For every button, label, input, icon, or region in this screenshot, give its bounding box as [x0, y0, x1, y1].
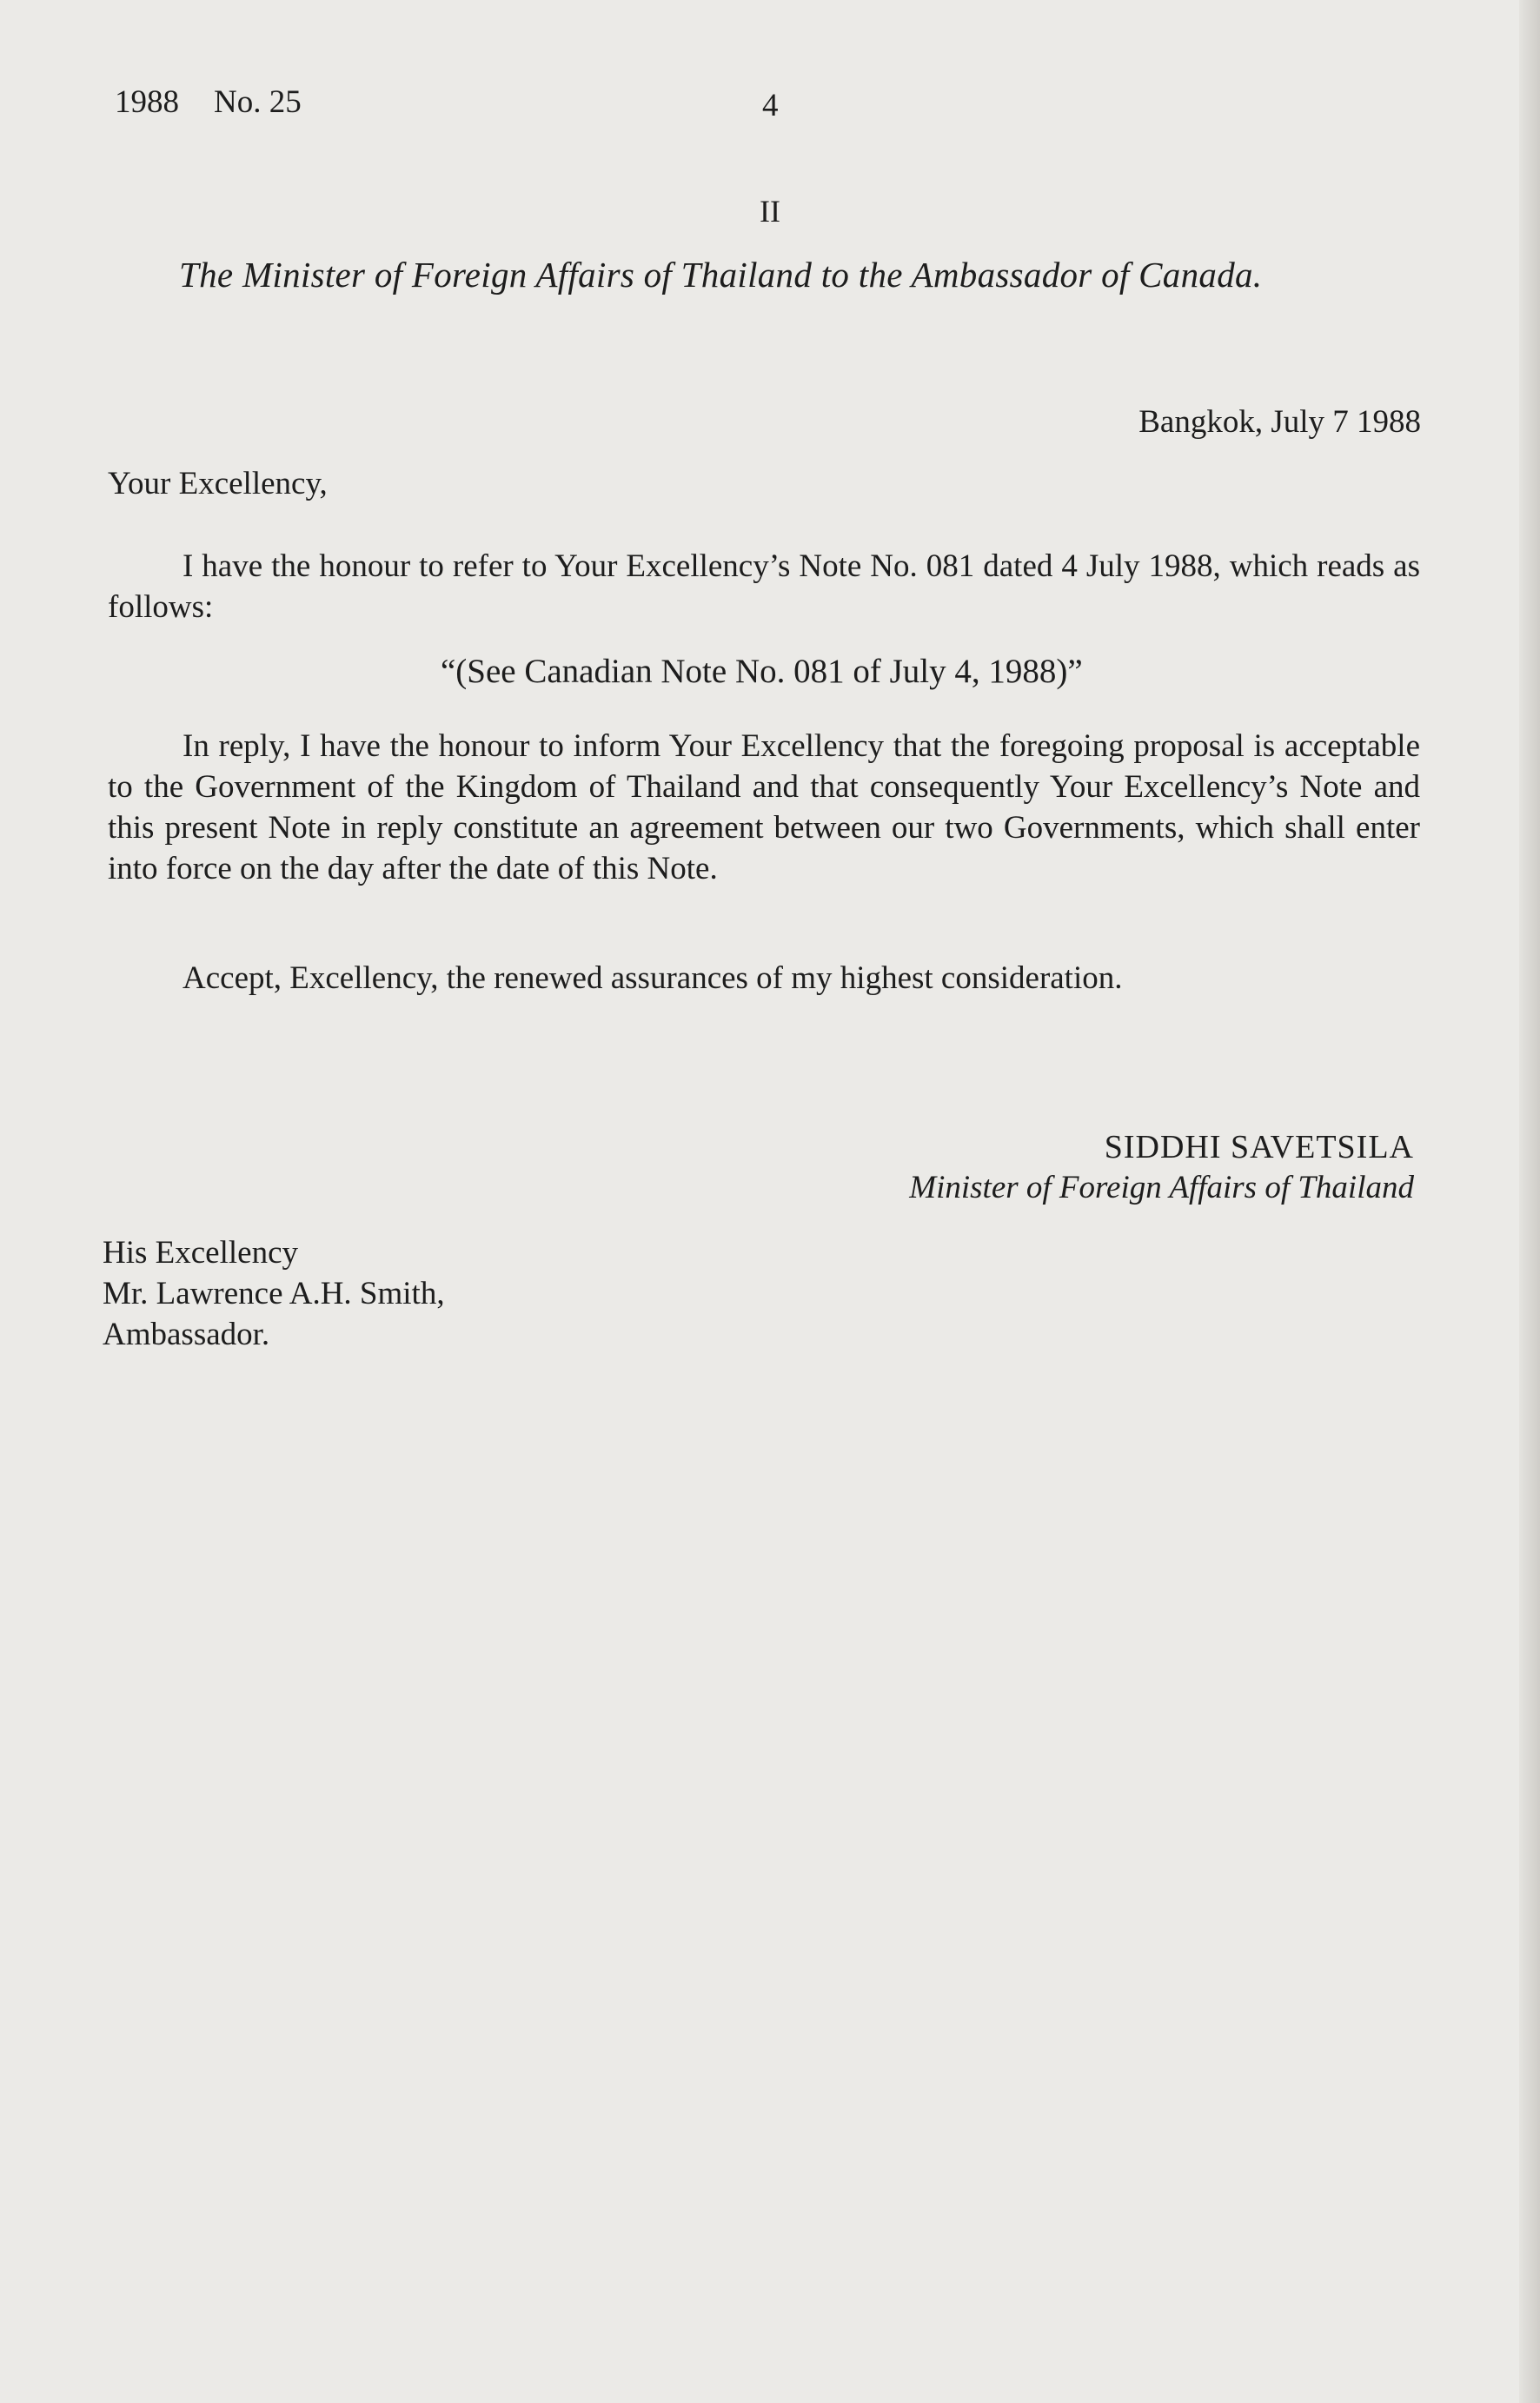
note-title: The Minister of Foreign Affairs of Thailand to the Ambassador of Canada.	[179, 255, 1263, 295]
paragraph-reply-text: In reply, I have the honour to inform Your Excellency that the foregoing proposal is acceptable to the Government of the Kingdom of Thailand and that consequently Your Excellency’s Note and this present Note in reply constitute an agreement between our two Governments, which shall enter into force on the day after the date of this Note.	[108, 728, 1420, 886]
addressee-line: Ambassador.	[103, 1317, 270, 1352]
quoted-note: “(See Canadian Note No. 081 of July 4, 1988)”	[441, 653, 1083, 690]
page-number: 4	[762, 88, 779, 123]
page-edge	[1519, 0, 1540, 2403]
paragraph-closing	[108, 958, 1420, 999]
salutation: Your Excellency,	[108, 466, 328, 501]
series-reference	[115, 83, 302, 121]
page-header	[115, 83, 1432, 136]
addressee-block	[103, 1232, 445, 1355]
signatory-name: SIDDHI SAVETSILA	[1104, 1129, 1414, 1165]
paragraph-reference	[108, 546, 1420, 627]
section-numeral: II	[760, 194, 780, 229]
series-year: 1988	[115, 84, 179, 120]
paragraph-reply	[108, 726, 1420, 889]
signatory-title: Minister of Foreign Affairs of Thailand	[909, 1170, 1414, 1205]
paragraph-reference-text: I have the honour to refer to Your Excellency’s Note No. 081 dated 4 July 1988, which reads as follows:	[108, 548, 1420, 625]
series-number: No. 25	[214, 84, 302, 120]
addressee-line: Mr. Lawrence A.H. Smith,	[103, 1276, 445, 1311]
addressee-line: His Excellency	[103, 1235, 298, 1271]
paragraph-closing-text: Accept, Excellency, the renewed assurances of my highest consideration.	[183, 960, 1123, 996]
place-and-date: Bangkok, July 7 1988	[1138, 404, 1421, 440]
